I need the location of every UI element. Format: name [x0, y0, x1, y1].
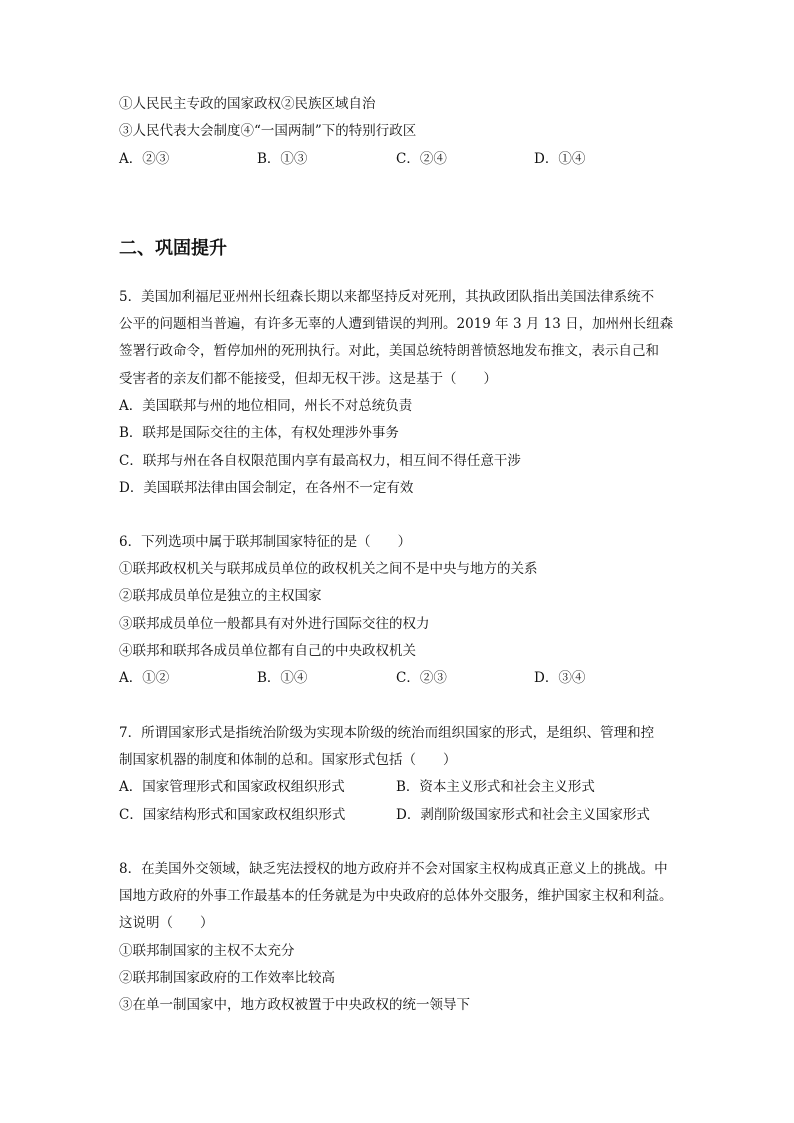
q7-option-b: B．资本主义形式和社会主义形式	[396, 779, 595, 795]
q8-stem-line-1: 8．在美国外交领域，缺乏宪法授权的地方政府并不会对国家主权构成真正意义上的挑战。中	[119, 861, 668, 877]
q6-option-d: D．③④	[534, 670, 586, 686]
q7-option-a: A．国家管理形式和国家政权组织形式	[119, 779, 345, 795]
q6-option-c: C．②③	[396, 670, 447, 686]
q4-item-2: ③人民代表大会制度④“一国两制”下的特别行政区	[119, 123, 417, 139]
q7-option-d: D．剥削阶级国家形式和社会主义国家形式	[396, 807, 650, 823]
q4-option-a: A．②③	[119, 151, 170, 167]
q8-stem-line-2: 国地方政府的外事工作最基本的任务就是为中央政府的总体外交服务，维护国家主权和利益。	[119, 888, 673, 904]
q5-stem-line-4: 受害者的亲友们都不能接受，但却无权干涉。这是基于（ ）	[119, 371, 497, 387]
q8-stem-line-3: 这说明（ ）	[119, 915, 214, 931]
q5-option-d: D．美国联邦法律由国会制定，在各州不一定有效	[119, 480, 414, 496]
q5-option-a: A．美国联邦与州的地位相同，州长不对总统负责	[119, 398, 413, 414]
q6-stem: 6．下列选项中属于联邦制国家特征的是（ ）	[119, 534, 412, 550]
q5-option-b: B．联邦是国际交往的主体，有权处理涉外事务	[119, 425, 399, 441]
q4-option-c: C．②④	[396, 151, 447, 167]
q7-stem-line-2: 制国家机器的制度和体制的总和。国家形式包括（ ）	[119, 752, 457, 768]
q5-option-c: C．联邦与州在各自权限范围内享有最高权力，相互间不得任意干涉	[119, 453, 521, 469]
q6-option-a: A．①②	[119, 670, 170, 686]
q5-stem-line-2: 公平的问题相当普遍，有许多无辜的人遭到错误的判刑。2019 年 3 月 13 日，加州州长纽森	[119, 316, 674, 332]
q4-item-1: ①人民民主专政的国家政权②民族区域自治	[119, 96, 376, 112]
q6-item-2: ②联邦成员单位是独立的主权国家	[119, 588, 322, 604]
q6-item-4: ④联邦和联邦各成员单位都有自己的中央政权机关	[119, 643, 416, 659]
q6-item-3: ③联邦成员单位一般都具有对外进行国际交往的权力	[119, 616, 430, 632]
q5-stem-line-1: 5．美国加利福尼亚州州长纽森长期以来都坚持反对死刑，其执政团队指出美国法律系统不	[119, 289, 655, 305]
q7-stem-line-1: 7．所谓国家形式是指统治阶级为实现本阶级的统治而组织国家的形式，是组织、管理和控	[119, 725, 655, 741]
section-title: 二、巩固提升	[119, 238, 227, 259]
q6-option-b: B．①④	[257, 670, 308, 686]
q8-item-2: ②联邦制国家政府的工作效率比较高	[119, 970, 335, 986]
q6-item-1: ①联邦政权机关与联邦成员单位的政权机关之间不是中央与地方的关系	[119, 561, 538, 577]
q4-option-b: B．①③	[257, 151, 308, 167]
q8-item-3: ③在单一制国家中，地方政权被置于中央政权的统一领导下	[119, 997, 470, 1013]
q5-stem-line-3: 签署行政命令，暂停加州的死刑执行。对此，美国总统特朗普愤怒地发布推文，表示自己和	[119, 343, 659, 359]
q4-option-d: D．①④	[534, 151, 586, 167]
q7-option-c: C．国家结构形式和国家政权组织形式	[119, 807, 346, 823]
q8-item-1: ①联邦制国家的主权不太充分	[119, 943, 295, 959]
